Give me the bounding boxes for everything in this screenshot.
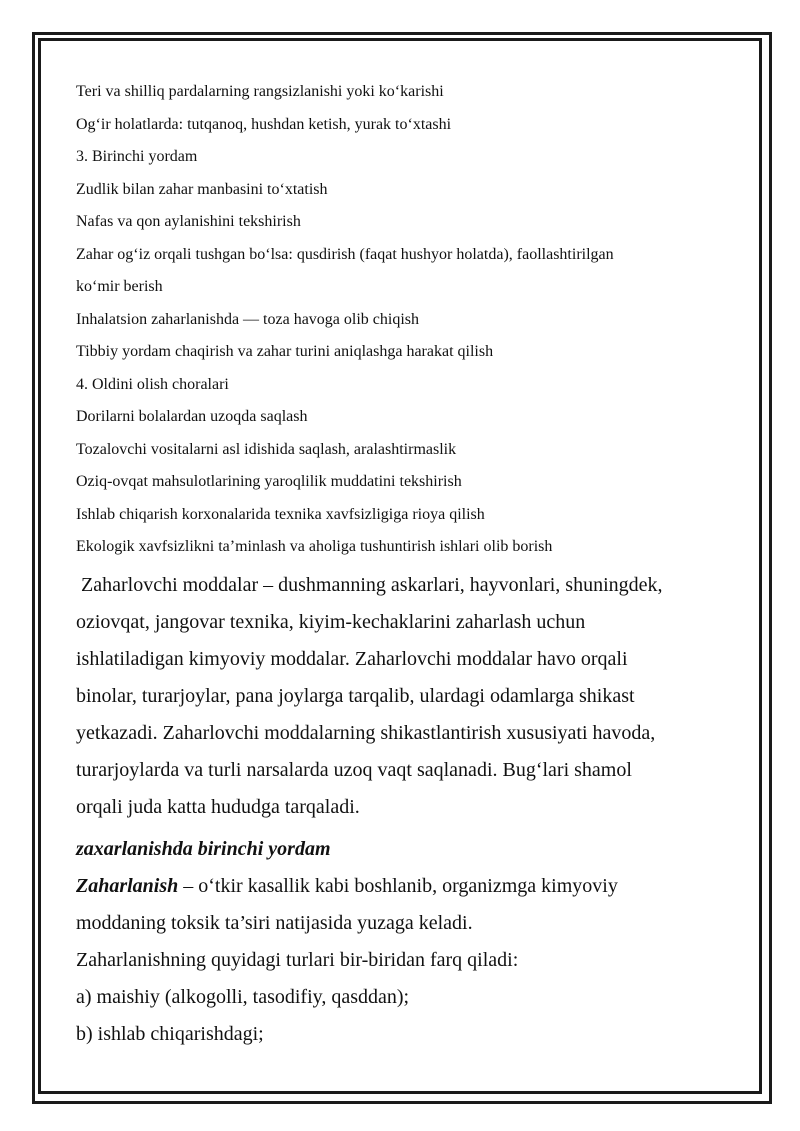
- symptoms-and-first-aid-list: [76, 76, 726, 564]
- text-line: oziovqat, jangovar texnika, kiyim-kechaklarini zaharlash uchun: [76, 610, 586, 633]
- text-line: ko‘mir berish: [76, 278, 163, 295]
- text-line: orqali juda katta hududga tarqaladi.: [76, 795, 360, 818]
- text-line: Tozalovchi vositalarni asl idishida saqlash, aralashtirmaslik: [76, 440, 457, 458]
- text-line: Zudlik bilan zahar manbasini to‘xtatish: [76, 180, 328, 198]
- toxic-substances-paragraph: [76, 567, 726, 1053]
- text-line: yetkazadi. Zaharlovchi moddalarning shikastlantirish xususiyati havoda,: [76, 721, 656, 744]
- text-line: Teri va shilliq pardalarning rangsizlanishi yoki ko‘karishi: [76, 83, 444, 100]
- text-line: Tibbiy yordam chaqirish va zahar turini aniqlashga harakat qilish: [76, 343, 494, 360]
- types-intro: Zaharlanishning quyidagi turlari bir-biridan farq qiladi:: [76, 948, 519, 971]
- section-number-heading: 3. Birinchi yordam: [76, 148, 198, 165]
- text-line: Oziq-ovqat mahsulotlarining yaroqlilik muddatini tekshirish: [76, 473, 462, 490]
- text-line: Ishlab chiqarish korxonalarida texnika xavfsizligiga rioya qilish: [76, 505, 485, 523]
- text-line: moddaning toksik ta’siri natijasida yuzaga keladi.: [76, 911, 473, 934]
- definition-term: Zaharlanish: [76, 874, 179, 897]
- definition-text: – o‘tkir kasallik kabi boshlanib, organizmga kimyoviy: [178, 874, 618, 897]
- text-line: Ekologik xavfsizlikni ta’minlash va aholiga tushuntirish ishlari olib borish: [76, 538, 553, 555]
- text-line: turarjoylarda va turli narsalarda uzoq vaqt saqlanadi. Bug‘lari shamol: [76, 758, 632, 781]
- section-heading: zaxarlanishda birinchi yordam: [76, 837, 331, 860]
- definition-line: [76, 868, 726, 905]
- document-body: [76, 76, 726, 1053]
- text-line: Zahar og‘iz orqali tushgan bo‘lsa: qusdirish (faqat hushyor holatda), faollashtirilgan: [76, 245, 614, 263]
- list-item: a) maishiy (alkogolli, tasodifiy, qasddan);: [76, 985, 410, 1008]
- text-line: Inhalatsion zaharlanishda — toza havoga olib chiqish: [76, 310, 420, 328]
- list-item: b) ishlab chiqarishdagi;: [76, 1022, 264, 1045]
- text-line: Nafas va qon aylanishini tekshirish: [76, 213, 301, 230]
- text-line: ishlatiladigan kimyoviy moddalar. Zaharlovchi moddalar havo orqali: [76, 647, 628, 670]
- text-line: Og‘ir holatlarda: tutqanoq, hushdan ketish, yurak to‘xtashi: [76, 115, 452, 133]
- text-line: binolar, turarjoylar, pana joylarga tarqalib, ulardagi odamlarga shikast: [76, 684, 635, 707]
- text-line: Dorilarni bolalardan uzoqda saqlash: [76, 408, 308, 425]
- section-number-heading: 4. Oldini olish choralari: [76, 375, 229, 393]
- text-line: Zaharlovchi moddalar – dushmanning askarlari, hayvonlari, shuningdek,: [81, 573, 663, 596]
